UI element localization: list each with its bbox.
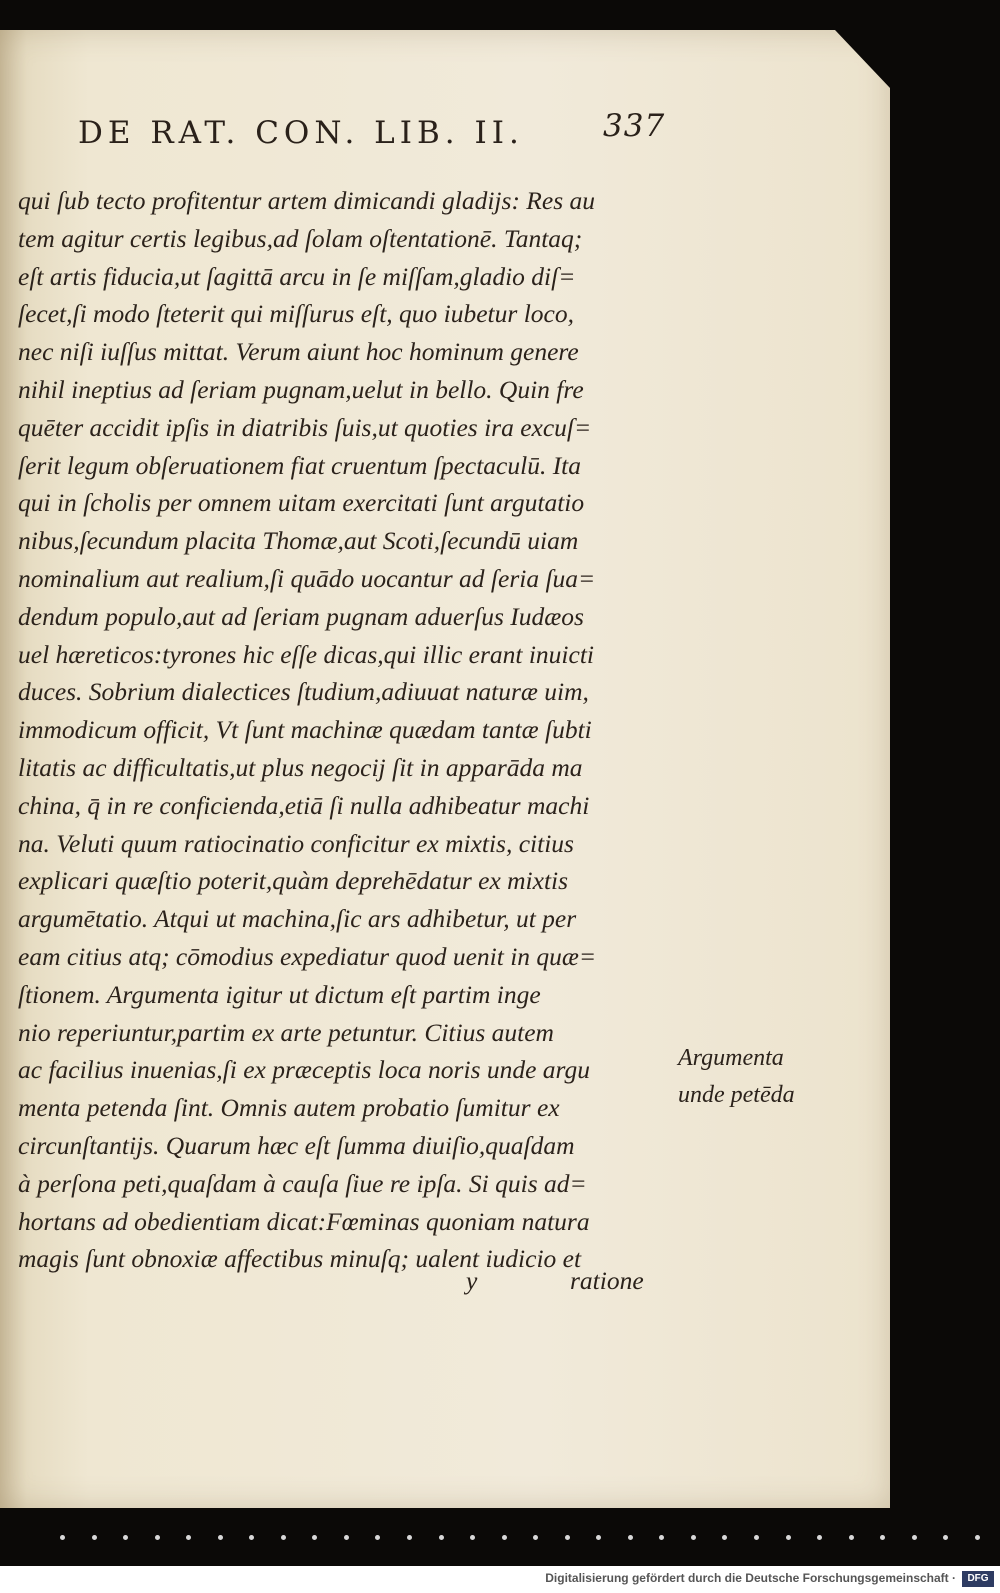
text-line: qui in ſcholis per omnem uitam exercitati ſunt argutatio [18, 488, 585, 518]
text-line: circunſtantijs. Quarum hæc eſt ſumma diuiſio,quaſdam [18, 1130, 575, 1160]
text-line: nec niſi iuſſus mittat. Verum aiunt hoc hominum genere [18, 337, 579, 367]
text-line: menta petenda ſint. Omnis autem probatio ſumitur ex [18, 1093, 560, 1123]
text-line: nio reperiuntur,partim ex arte petuntur. Citius autem [18, 1017, 554, 1047]
marginal-note-line: Argumenta [678, 1045, 784, 1071]
marginal-note-line: unde petēda [678, 1082, 795, 1108]
text-line: magis ſunt obnoxiæ affectibus minuſq; ualent iudicio et [18, 1244, 582, 1274]
running-head-title: DE RAT. CON. LIB. II. [78, 115, 524, 151]
text-line: qui ſub tecto profitentur artem dimicandi gladijs: Res au [18, 186, 595, 215]
text-line: duces. Sobrium dialectices ſtudium,adiuuat naturæ uim, [18, 677, 589, 707]
text-line: tem agitur certis legibus,ad ſolam oſtentationē. Tantaq; [18, 223, 583, 253]
text-line: litatis ac difficultatis,ut plus negocij ſit in apparāda ma [18, 752, 583, 782]
text-line: nihil ineptius ad ſeriam pugnam,uelut in bello. Quin fre [18, 374, 584, 404]
text-line: hortans ad obedientiam dicat:Fœminas quoniam natura [18, 1206, 590, 1236]
text-line: dendum populo,aut ad ſeriam pugnam aduerſus Iudæos [18, 601, 584, 631]
text-line: eſt artis fiducia,ut ſagittā arcu in ſe miſſam,gladio diſ= [18, 261, 576, 291]
body-text [18, 182, 668, 1278]
text-line: immodicum officit, Vt ſunt machinæ quædam tantæ ſubti [18, 715, 592, 745]
text-line: à perſona peti,quaſdam à cauſa ſiue re ipſa. Si quis ad= [18, 1168, 587, 1198]
text-line: ſerit legum obſeruationem fiat cruentum ſpectaculū. Ita [18, 450, 582, 480]
catchword-line [18, 1266, 668, 1304]
text-line: nibus,ſecundum placita Thomæ,aut Scoti,ſecundū uiam [18, 526, 579, 556]
binding-dots [60, 1535, 980, 1543]
funding-credit: Digitalisierung gefördert durch die Deutsche Forschungsgemeinschaft · [545, 1571, 956, 1585]
marginal-note [678, 1040, 878, 1114]
running-head [78, 108, 678, 158]
signature-mark: y [466, 1266, 478, 1295]
text-line: nominalium aut realium,ſi quādo uocantur ad ſeria ſua= [18, 563, 596, 593]
page-number: 337 [603, 108, 666, 144]
text-line: ſecet,ſi modo ſteterit qui miſſurus eſt, quo iubetur loco, [18, 299, 574, 329]
text-line: na. Veluti quum ratiocinatio conficitur ex mixtis, citius [18, 828, 574, 858]
text-line: argumētatio. Atqui ut machina,ſic ars adhibetur, ut per [18, 904, 577, 934]
text-line: uel hæreticos:tyrones hic eſſe dicas,qui illic erant inuicti [18, 639, 594, 669]
text-line: explicari quæſtio poterit,quàm deprehēdatur ex mixtis [18, 866, 569, 896]
dfg-logo: DFG [962, 1571, 994, 1587]
text-line: quēter accidit ipſis in diatribis ſuis,ut quoties ira excuſ= [18, 412, 592, 442]
text-line: eam citius atq; cōmodius expediatur quod uenit in quæ= [18, 941, 597, 971]
text-line: china, q̄ in re conficienda,etiā ſi nulla adhibeatur machi [18, 790, 590, 820]
text-line: ſtionem. Argumenta igitur ut dictum eſt partim inge [18, 979, 541, 1009]
text-line: ac facilius inuenias,ſi ex præceptis loca noris unde argu [18, 1055, 591, 1085]
footer-bar [0, 1566, 1000, 1593]
catchword: ratione [570, 1266, 644, 1295]
